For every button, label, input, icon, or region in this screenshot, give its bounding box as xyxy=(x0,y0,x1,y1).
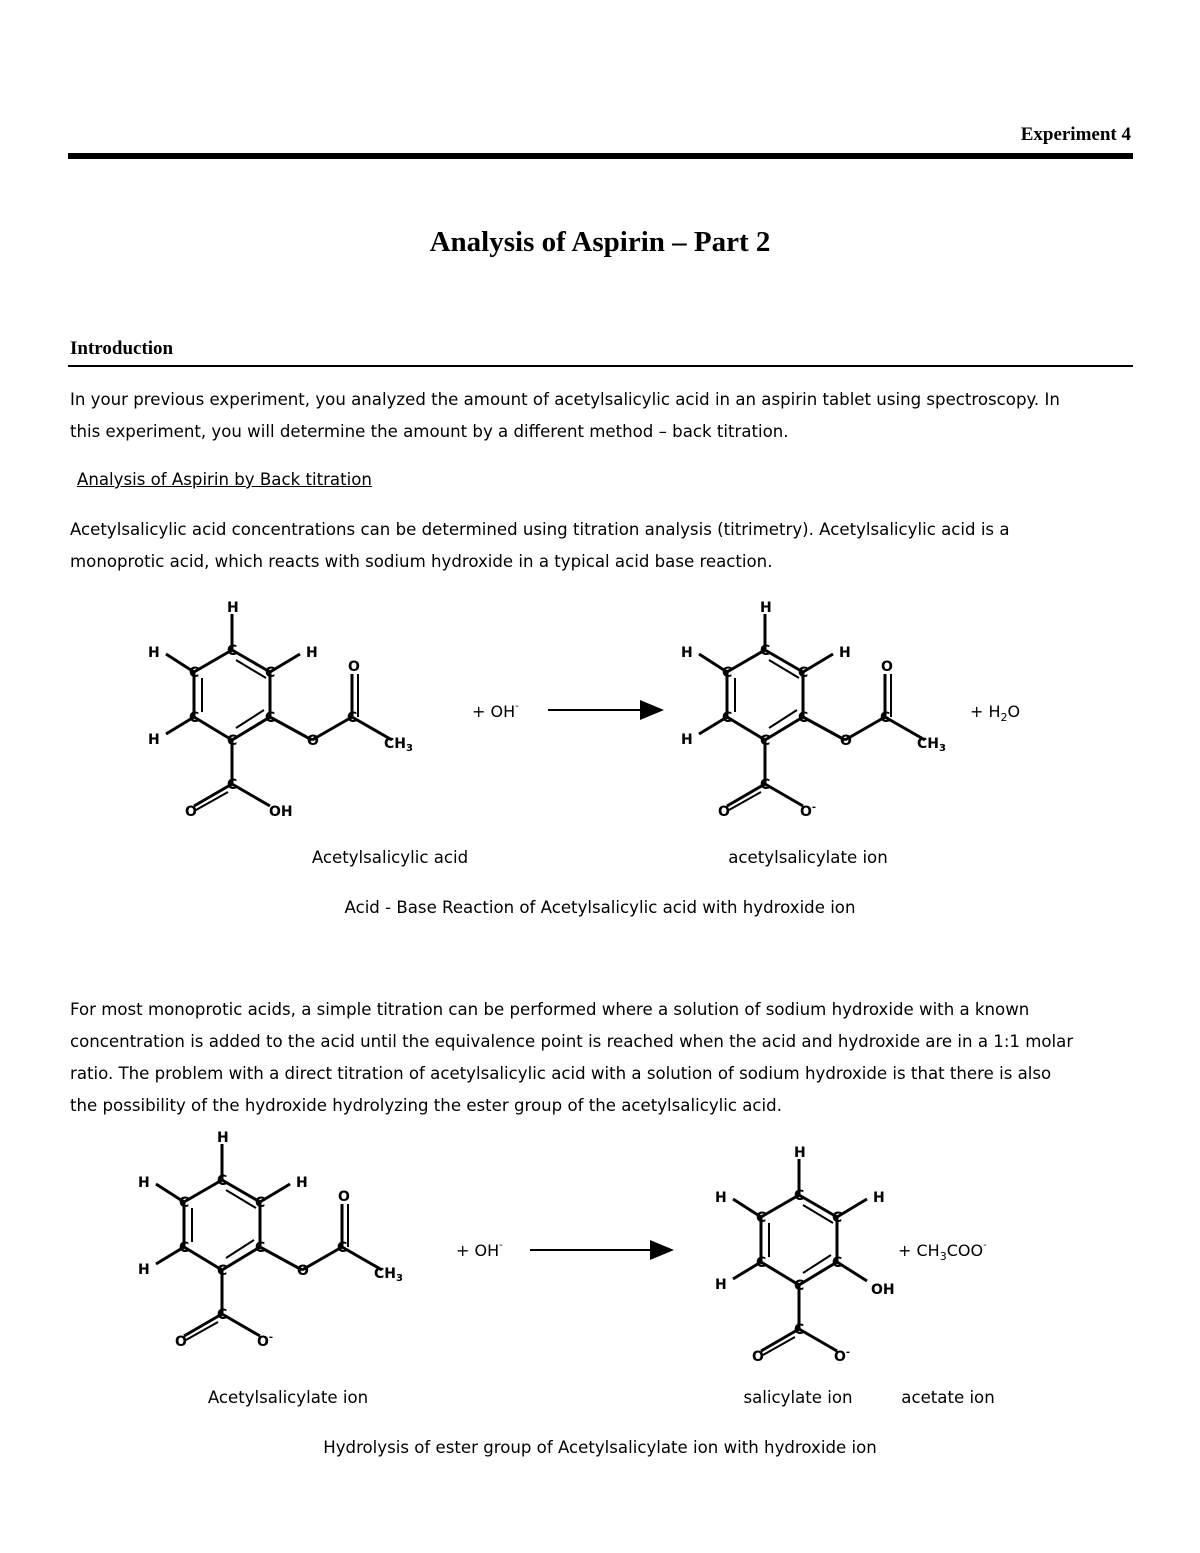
atom-label: 3 xyxy=(406,743,413,754)
acetylsalicylate-ion-structure xyxy=(681,600,946,820)
atom-label: H xyxy=(306,645,318,661)
atom-label: C xyxy=(227,733,238,749)
reaction-2-svg xyxy=(0,1120,1200,1390)
atom-label: C xyxy=(337,1240,348,1256)
svg-text:+ CH3COO- xyxy=(898,1240,987,1263)
experiment-number: Experiment 4 xyxy=(1020,124,1131,145)
text-line: monoprotic acid, which reacts with sodium hydroxide in a typical acid base reaction. xyxy=(70,552,773,571)
atom-label: C xyxy=(179,1195,190,1211)
charge-superscript: - xyxy=(845,1347,851,1358)
atom-label: H xyxy=(681,645,693,661)
atom-label: C xyxy=(722,665,733,681)
text-line: the possibility of the hydroxide hydrolyzing the ester group of the acetylsalicylic acid. xyxy=(70,1096,782,1115)
atom-label: C xyxy=(760,733,771,749)
atom-label: C xyxy=(756,1210,767,1226)
atom-label: H xyxy=(681,732,693,748)
intro-paragraph-2 xyxy=(70,514,1140,578)
svg-text:O- xyxy=(800,802,816,820)
label-acetylsalicylate-ion: acetylsalicylate ion xyxy=(728,848,888,867)
subscript-tail: COO xyxy=(946,1241,984,1260)
atom-label: O xyxy=(834,1349,846,1365)
product-water: + H xyxy=(970,702,1001,721)
text-line: this experiment, you will determine the amount by a different method – back titration. xyxy=(70,422,789,441)
atom-label: O xyxy=(752,1349,764,1365)
atom-label: CH xyxy=(384,736,406,752)
atom-label: C xyxy=(347,710,358,726)
svg-text:O- xyxy=(257,1332,273,1350)
atom-label: O xyxy=(348,659,360,675)
atom-label: OH xyxy=(871,1282,895,1298)
atom-label: CH xyxy=(917,736,939,752)
svg-text:+ OH- xyxy=(472,701,519,721)
atom-label: C xyxy=(760,643,771,659)
atom-label: CH xyxy=(374,1266,396,1282)
atom-label: H xyxy=(217,1130,229,1146)
atom-label: C xyxy=(217,1173,228,1189)
atom-label: C xyxy=(217,1263,228,1279)
atom-label: O xyxy=(718,804,730,820)
atom-label: C xyxy=(255,1240,266,1256)
svg-text:+ H2O xyxy=(970,702,1020,724)
atom-label: O xyxy=(297,1263,309,1279)
atom-label: H xyxy=(138,1175,150,1191)
reagent-hydroxide: + OH xyxy=(456,1241,500,1260)
atom-label: 3 xyxy=(939,743,946,754)
reaction-1-svg xyxy=(0,590,1200,840)
atom-label: C xyxy=(798,710,809,726)
text-line: Acetylsalicylic acid concentrations can be determined using titration analysis (titrimetry). Acetylsalicylic acid is a xyxy=(70,520,1010,539)
introduction-heading: Introduction xyxy=(70,338,174,359)
atom-label: O xyxy=(307,733,319,749)
atom-label: O xyxy=(800,804,812,820)
charge-superscript: - xyxy=(515,701,519,712)
atom-label: C xyxy=(265,710,276,726)
atom-label: C xyxy=(798,665,809,681)
atom-label: O xyxy=(881,659,893,675)
atom-label: C xyxy=(217,1307,228,1323)
charge-superscript: - xyxy=(499,1240,503,1251)
atom-label: C xyxy=(794,1278,805,1294)
acetylsalicylate-ion-structure xyxy=(138,1130,403,1350)
atom-label: H xyxy=(794,1145,806,1161)
atom-label: C xyxy=(227,777,238,793)
atom-label: H xyxy=(839,645,851,661)
reaction-1-caption: Acid - Base Reaction of Acetylsalicylic acid with hydroxide ion xyxy=(344,898,856,917)
label-acetylsalicylate-ion-2: Acetylsalicylate ion xyxy=(207,1388,369,1407)
introduction-rule xyxy=(68,365,1133,367)
label-acetylsalicylic-acid: Acetylsalicylic acid xyxy=(311,848,469,867)
atom-label: O xyxy=(840,733,852,749)
salicylate-ion-structure xyxy=(715,1145,895,1365)
atom-label: H xyxy=(715,1190,727,1206)
hydrolysis-reaction-diagram xyxy=(0,1120,1200,1390)
back-titration-subheading: Analysis of Aspirin by Back titration xyxy=(77,470,372,489)
atom-label: C xyxy=(189,710,200,726)
text-line: ratio. The problem with a direct titration of acetylsalicylic acid with a solution of sodium hydroxide is that there is also xyxy=(70,1064,1052,1083)
atom-label: H xyxy=(148,645,160,661)
svg-text:CH3 xyxy=(384,736,413,754)
atom-label: C xyxy=(722,710,733,726)
atom-label: C xyxy=(179,1240,190,1256)
label-salicylate-ion: salicylate ion xyxy=(743,1388,853,1407)
acid-base-reaction-diagram xyxy=(0,590,1200,840)
atom-label: H xyxy=(296,1175,308,1191)
atom-label: O xyxy=(257,1334,269,1350)
atom-label: C xyxy=(794,1188,805,1204)
atom-label: C xyxy=(880,710,891,726)
header-rule xyxy=(68,153,1133,159)
product-acetate: + CH xyxy=(898,1241,940,1260)
subscript: 2 xyxy=(1000,711,1008,724)
text-line: For most monoprotic acids, a simple titration can be performed where a solution of sodium hydroxide with a known xyxy=(70,1000,1030,1019)
atom-label: H xyxy=(227,600,239,616)
atom-label: H xyxy=(760,600,772,616)
acetylsalicylic-acid-structure xyxy=(148,600,413,820)
atom-label: C xyxy=(760,777,771,793)
atom-label: C xyxy=(189,665,200,681)
charge-superscript: - xyxy=(811,802,817,813)
atom-label: O xyxy=(185,804,197,820)
atom-label: C xyxy=(832,1255,843,1271)
atom-label: C xyxy=(794,1322,805,1338)
svg-text:O- xyxy=(834,1347,850,1365)
subscript: 3 xyxy=(939,1250,947,1263)
svg-text:CH3 xyxy=(374,1266,403,1284)
svg-text:+ OH- xyxy=(456,1240,503,1260)
intro-paragraph-1 xyxy=(70,384,1140,448)
intro-paragraph-3 xyxy=(70,994,1140,1122)
atom-label: H xyxy=(873,1190,885,1206)
atom-label: 3 xyxy=(396,1273,403,1284)
atom-label: H xyxy=(138,1262,150,1278)
atom-label: OH xyxy=(269,804,293,820)
atom-label: O xyxy=(338,1189,350,1205)
text-line: concentration is added to the acid until the equivalence point is reached when the acid and hydroxide are in a 1:1 molar xyxy=(70,1032,1074,1051)
svg-text:CH3 xyxy=(917,736,946,754)
atom-label: H xyxy=(148,732,160,748)
atom-label: C xyxy=(255,1195,266,1211)
charge-superscript: - xyxy=(983,1240,987,1251)
page-title: Analysis of Aspirin – Part 2 xyxy=(429,226,771,258)
atom-label: C xyxy=(227,643,238,659)
subscript-tail: O xyxy=(1007,702,1021,721)
atom-label: H xyxy=(715,1277,727,1293)
reaction-2-caption: Hydrolysis of ester group of Acetylsalicylate ion with hydroxide ion xyxy=(323,1438,877,1457)
reagent-hydroxide: + OH xyxy=(472,702,516,721)
atom-label: C xyxy=(832,1210,843,1226)
atom-label: O xyxy=(175,1334,187,1350)
label-acetate-ion: acetate ion xyxy=(901,1388,995,1407)
atom-label: C xyxy=(756,1255,767,1271)
atom-label: C xyxy=(265,665,276,681)
charge-superscript: - xyxy=(268,1332,274,1343)
text-line: In your previous experiment, you analyzed the amount of acetylsalicylic acid in an aspirin tablet using spectroscopy. In xyxy=(70,390,1060,409)
